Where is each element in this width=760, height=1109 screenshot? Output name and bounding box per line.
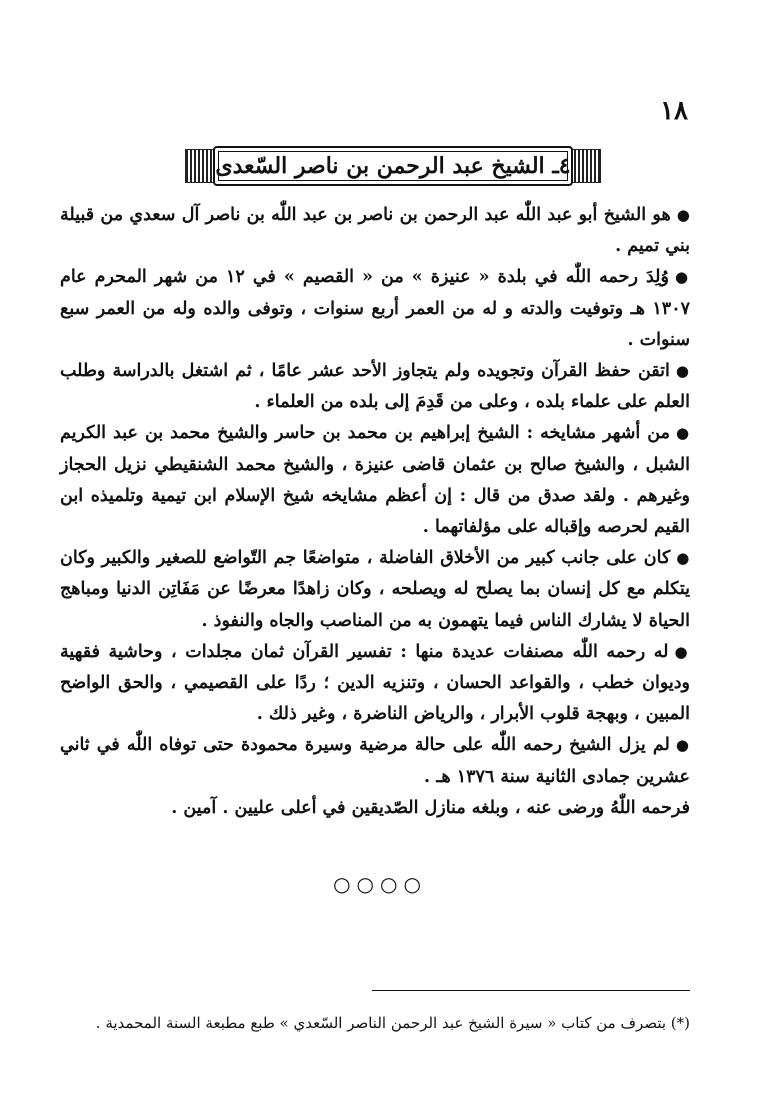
footnote-divider [372,990,690,991]
paragraph-text: فرحمه اللّٰهُ ورضى عنه ، وبلغه منازل الصّديقين في أعلى عليين . آمين . [171,797,690,818]
bullet-icon: ● [675,736,690,755]
chapter-title-banner [185,146,601,184]
bullet-icon: ● [674,268,690,287]
paragraph-text: اتقن حفظ القرآن وتجويده ولم يتجاوز الأحد عشر عامًا ، ثم اشتغل بالدراسة وطلب العلم على علماء بلده ، وعلى من قَدِمَ إلى بلده من العلماء . [60,361,690,413]
paragraph [60,730,690,792]
bullet-icon: ● [676,549,690,568]
footnote: (*) بتصرف من كتاب « سيرة الشيخ عبد الرحمن الناصر السّعدي » طبع مطبعة السنة المحمدية . [95,1014,690,1032]
paragraph [60,262,690,356]
biography-body [60,200,690,824]
paragraph-text: لم يزل الشيخ رحمه اللّٰه على حالة مرضية وسيرة محمودة حتى توفاه اللّٰه في ثاني عشرين جمادى الثانية سنة ١٣٧٦ هـ . [60,735,690,787]
paragraph [60,200,690,262]
closing-prayer [60,793,690,824]
paragraph-text: وُلِدَ رحمه اللّٰه في بلدة « عنيزة » من « القصيم » في ١٢ من شهر المحرم عام ١٣٠٧ هـ وتوفيت والدته و له من العمر أربع سنوات ، وتوفى والده وله من العمر سبع سنوات . [60,267,690,350]
paragraph [60,356,690,418]
paragraph [60,418,690,543]
paragraph [60,637,690,731]
page-number: ١٨ [660,96,688,126]
paragraph-text: من أشهر مشايخه : الشيخ إبراهيم بن محمد بن حاسر والشيخ محمد بن عبد الكريم الشبل ، والشيخ صالح بن عثمان قاضى عنيزة ، والشيخ محمد الشنقيطي نزيل الحجاز وغيرهم . ولقد صدق من قال : إن أعظم مشايخه شيخ الإسلام ابن تيمية وتلميذه ابن القيم لحرصه وإقباله على مؤلفاتهما . [60,423,690,538]
paragraph-text: كان على جانب كبير من الأخلاق الفاضلة ، متواضعًا جم التّواضع للصغير والكبير وكان يتكلم مع كل إنسان بما يصلح له ويصلحه ، وكان زاهدًا معرضًا عن مَفَاتِن الدنيا ومباهج الحياة لا يشارك الناس فيما يتهمون به من المناصب والجاه والنفوذ . [60,548,690,631]
bullet-icon: ● [675,424,690,443]
paragraph [60,543,690,637]
paragraph-text: هو الشيخ أبو عبد اللّٰه عبد الرحمن بن ناصر بن عبد اللّٰه بن ناصر آل سعدي من قبيلة بني تميم . [60,205,690,257]
section-separator: ○○○○ [333,872,427,896]
bullet-icon: ● [674,642,690,661]
chapter-title: ٤ـ الشيخ عبد الرحمن بن ناصر السّعدى [213,146,573,186]
paragraph-text: له رحمه اللّٰه مصنفات عديدة منها : تفسير القرآن ثمان مجلدات ، وحاشية فقهية وديوان خطب ، والقواعد الحسان ، وتنزيه الدين ؛ ردًا على القصيمي ، والحق الواضح المبين ، وبهجة قلوب الأبرار ، والرياض الناضرة ، وغير ذلك . [60,641,690,725]
bullet-icon: ● [676,206,690,224]
bullet-icon: ● [675,362,690,381]
